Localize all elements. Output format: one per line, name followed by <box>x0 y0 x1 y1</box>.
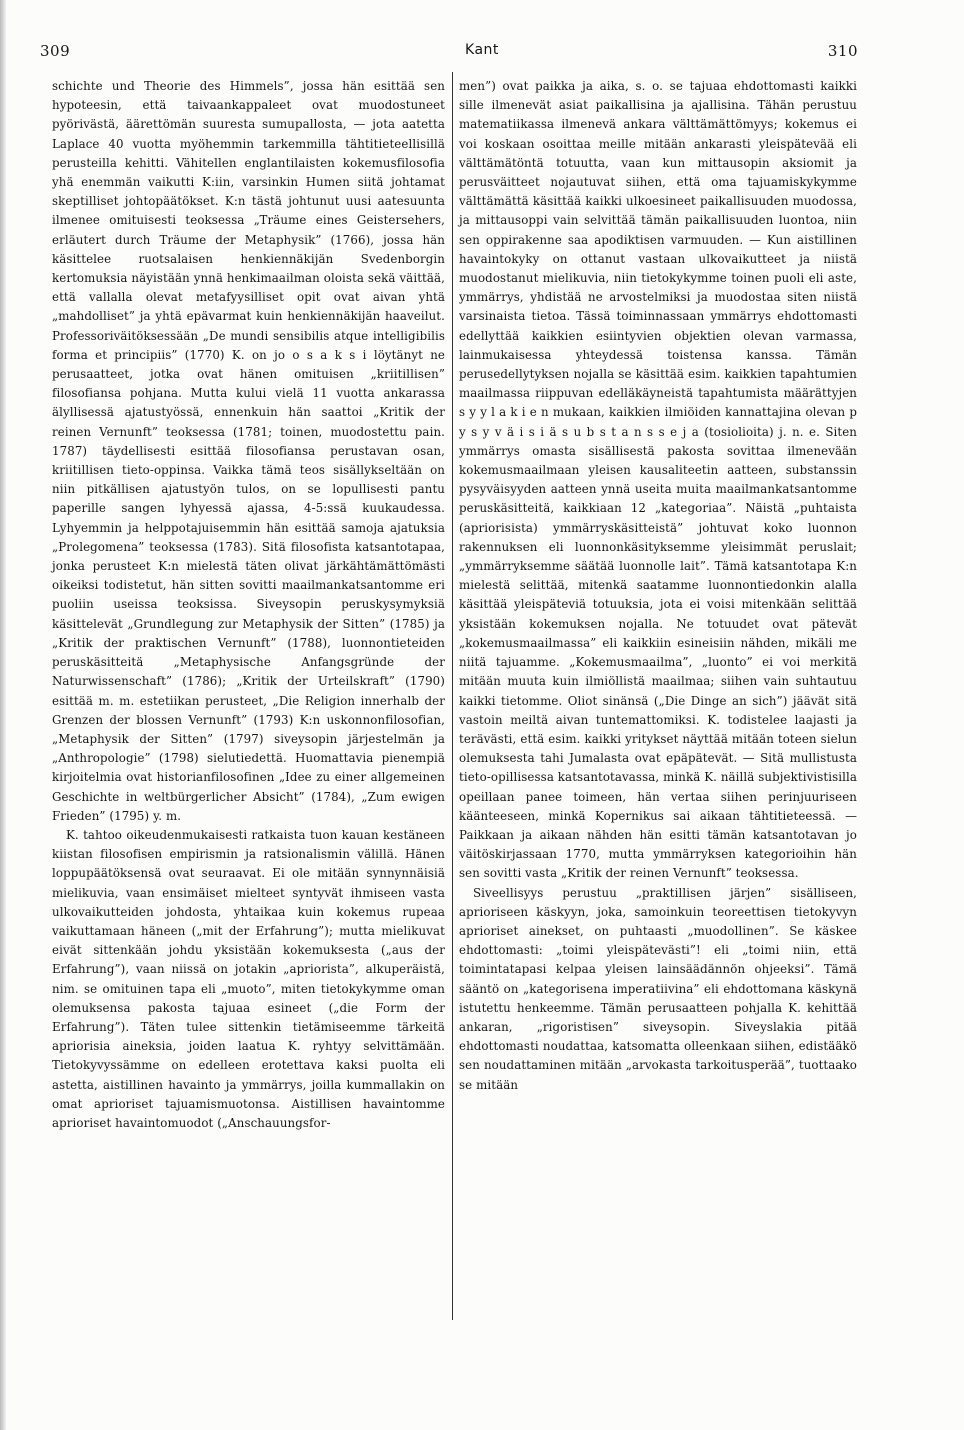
right-paragraph-2: Siveellisyys perustuu „praktillisen järjen” sisälliseen, aprioriseen käskyyn, joka, samoinkuin teoreettisen tietokyvyn aprioriset ainekset, on puhtaasti „muodollinen”. Se käskee ehdottomasti: „toimi yleispätevästi”! eli „toimi niin, että toimintatapasi kelpaa yleisen lainsäädännön ohjeeksi”. Tämä sääntö on „kategorisena imperatiivina” eli ehdottomana käskynä istutettu henkeemme. Tämän perusaatteen pohjalla K. kehittää ankaran, „rigoristisen” siveysopin. Siveyslakia pitää ehdottomasti noudattaa, katsomatta olleenkaan siihen, edistääkö sen noudattaminen mitään „arvokasta tarkoitusperää”, tuottaako se mitään <box>459 885 857 1092</box>
right-paragraph-1: men”) ovat paikka ja aika, s. o. se tajuaa ehdottomasti kaikki sille ilmenevät asiat paikallisina ja ajallisina. Tähän perustuu matematiikassa ilmenevä ankara välttämättömyys; kokemus ei voi koskaan osoittaa meille mitään ankarasti yleispätevää eli välttämätöntä totuutta, vaan kun mittausopin aksiomit ja perusväitteet nojautuvat siihen, että oma tajuamiskykymme välttämättä käsittää kaikki ulkoesineet paikallisuuden muodossa, ja mittausoppi vain selvittää tämän paikallisuuden luontoa, niin sen oppirakenne saa apodiktisen varmuuden. — Kun aistillinen havaintokyky on ottanut vastaan ulkovaikutteet ja niistä muodostanut mielikuvia, niin tietokykymme toinen puoli eli aste, ymmärrys, yhdistää ne arvostelmiksi ja muodostaa siten niistä varsinaista tietoa. Tässä toiminnassaan ymmärrys ehdottomasti edellyttää kaikkien esiintyvien objektien olevan varmassa, lainmukaisessa yhteydessä toistensa kanssa. Tämän perusedellytyksen nojalla se käsittää esim. kaikkien tapahtumien maailmassa riippuvan edelläkäyneistä tapahtumista määrättyjen s y y l a k i e n mukaan, kaikkien ilmiöiden kannattajina olevan p y s y v ä i s i ä s u b s t a n s s e j a (tosiolioita) j. n. e. Siten ymmärrys omasta sisällisestä pakosta sovittaa ilmenevään kokemusmaailmaan yleisen kausaliteetin aatteen, substanssin pysyväisyyden aatteen ynnä useita muita maailmankatsantomme peruskäsitteitä, kaikkiaan 12 „kategoriaa”. Näistä „puhtaista (apriorisista) ymmärryskäsitteistä” johtuvat koko luonnon rakennuksen eli luonnonkäsityksemme yleisimmät peruslait; „ymmärryksemme säätää luonnolle lait”. Tämä katsantotapa K:n mielestä selittää, mitenkä saatamme luonnontiedonkin alalla käsittää yleispäteviä totuuksia, jota ei voisi mitenkään selittää yksistään kokemuksen nojalla. Ne totuudet ovat pätevät „kokemusmaailmassa” eli kaikkiin esineisiin nähden, mikäli me niitä tajuamme. „Kokemusmaailma”, „luonto” ei voi merkitä mitään muuta kuin ilmiöllistä maailmaa; siihen vain suhtautuu kaikki tietomme. Oliot sinänsä („Die Dinge an sich”) jäävät sitä vastoin meiltä aivan tuntemattomiksi. K. todistelee laajasti ja terävästi, että esim. kaikki yritykset näyttää mitään toteen sielun olemuksesta tahi Jumalasta ovat epäpätevät. — Sitä mullistusta tieto-opillisessa katsantotavassa, minkä K. näillä subjektivistisilla opeillaan panee toimeen, hän vertaa siihen perinjuuriseen käänteeseen, minkä Kopernikus sai aikaan tähtitieteessä. — Paikkaan ja aikaan nähden hän esitti tämän katsantotavan jo väitöskirjassaan 1770, mutta ymmärryksen kategorioihin hän sen sovitti vasta „Kritik der reinen Vernunft” teoksessa. <box>459 79 857 881</box>
column-divider <box>452 72 453 1320</box>
running-title: Kant <box>465 42 499 58</box>
left-column <box>52 77 445 1133</box>
left-paragraph-2: K. tahtoo oikeudenmukaisesti ratkaista tuon kauan kestäneen kiistan filosofisen empirismin ja ratsionalismin välillä. Hänen loppupäätöksensä ovat seuraavat. Ei ole mitään synnynnäisiä mielikuvia, vaan ensimäiset mielteet syntyvät ihmiseen vasta ulkovaikutteiden johdosta, yhtaikaa kuin kokemus rupeaa vaikuttamaan häneen („mit der Erfahrung”); mutta mielikuvat eivät sittenkään johdu yksistään kokemuksesta („aus der Erfahrung”), vaan niissä on jotakin „apriorista”, alkuperäistä, nim. se omituinen tapa eli „muoto”, miten tietokykymme oman olemuksensa pakosta tajuaa esineet („die Form der Erfahrung”). Täten tulee sittenkin tietämiseemme tärkeitä apriorisia aineksia, joiden laatua K. ryhtyy selvittämään. Tietokyvyssämme on edelleen erotettava kaksi puolta eli astetta, aistillinen havainto ja ymmärrys, joilla kummallakin on omat aprioriset tajuamismuotonsa. Aistillisen havaintomme aprioriset havaintomuodot („Anschauungsfor- <box>52 827 445 1130</box>
left-paragraph-1: schichte und Theorie des Himmels”, jossa hän esittää sen hypoteesin, että taivaankappaleet ovat muodostuneet pyörivästä, äärettömän suuresta sumupallosta, — jota aatetta Laplace 40 vuotta myöhemmin tarkemmilla tähtitieteellisillä perusteilla kehitti. Vähitellen englantilaisten kokemusfilosofia yhä enemmän vaikutti K:iin, varsinkin Humen siitä johtamat skeptilliset johtopäätökset. K:n tästä johtunut uusi aatesuunta ilmenee omituisesti teoksessa „Träume eines Geistersehers, erläutert durch Träume der Metaphysik” (1766), jossa hän käsittelee ruotsalaisen henkiennäkijän Svedenborgin kertomuksia näyistään ynnä henkimaailman oloista sekä väittää, että vallalla olevat metafyysilliset opit ovat aivan yhtä „mahdolliset” ja yhtä epävarmat kuin henkiennäkijän haaveilut. Professoriväitöksessään „De mundi sensibilis atque intelligibilis forma et principiis” (1770) K. on jo o s a k s i löytänyt ne perusaatteet, jotka ovat hänen omituisen „kriitillisen” filosofiansa pohjana. Mutta kului vielä 11 vuotta ankarassa älyllisessä ajatustyössä, ennenkuin hän saattoi „Kritik der reinen Vernunft” teoksessa (1781; toinen, muodostettu pain. 1787) täydellisesti esittää filosofiansa perustavan osan, kriitillisen tieto-oppinsa. Vaikka tämä teos sisällykseltään on niin pitkällisen ajatustyön tulos, on se lopullisesti pantu paperille sangen lyhyessä ajassa, 4-5:ssä kuukaudessa. Lyhyemmin ja helppotajuisemmin hän esittää samoja ajatuksia „Prolegomena” teoksessa (1783). Sitä filosofista katsantotapaa, jonka perusteet K:n mielestä täten olivat järkähtämättömästi oikeiksi todistetut, hän sitten sovitti maailmankatsantomme eri puoliin useissa teoksissa. Siveysopin peruskysymyksiä käsittelevät „Grundlegung zur Metaphysik der Sitten” (1785) ja „Kritik der praktischen Vernunft” (1788), luonnontieteiden peruskäsitteitä „Metaphysische Anfangsgründe der Naturwissenschaft” (1786); „Kritik der Urteilskraft” (1790) esittää m. m. estetiikan perusteet, „Die Religion innerhalb der Grenzen der blossen Vernunft” (1793) K:n uskonnonfilosofian, „Metaphysik der Sitten” (1797) siveysopin järjestelmän ja „Anthropologie” (1798) sielutiedettä. Huomattavia pienempiä kirjoitelmia ovat historianfilosofinen „Idee zu einer allgemeinen Geschichte in weltbürgerlicher Absicht” (1784), „Zum ewigen Frieden” (1795) y. m. <box>52 79 445 823</box>
page-binding-edge <box>0 0 6 1430</box>
page-number-right: 310 <box>827 42 858 60</box>
right-column <box>459 77 857 1095</box>
page-number-left: 309 <box>40 42 71 60</box>
page-header <box>0 0 964 70</box>
